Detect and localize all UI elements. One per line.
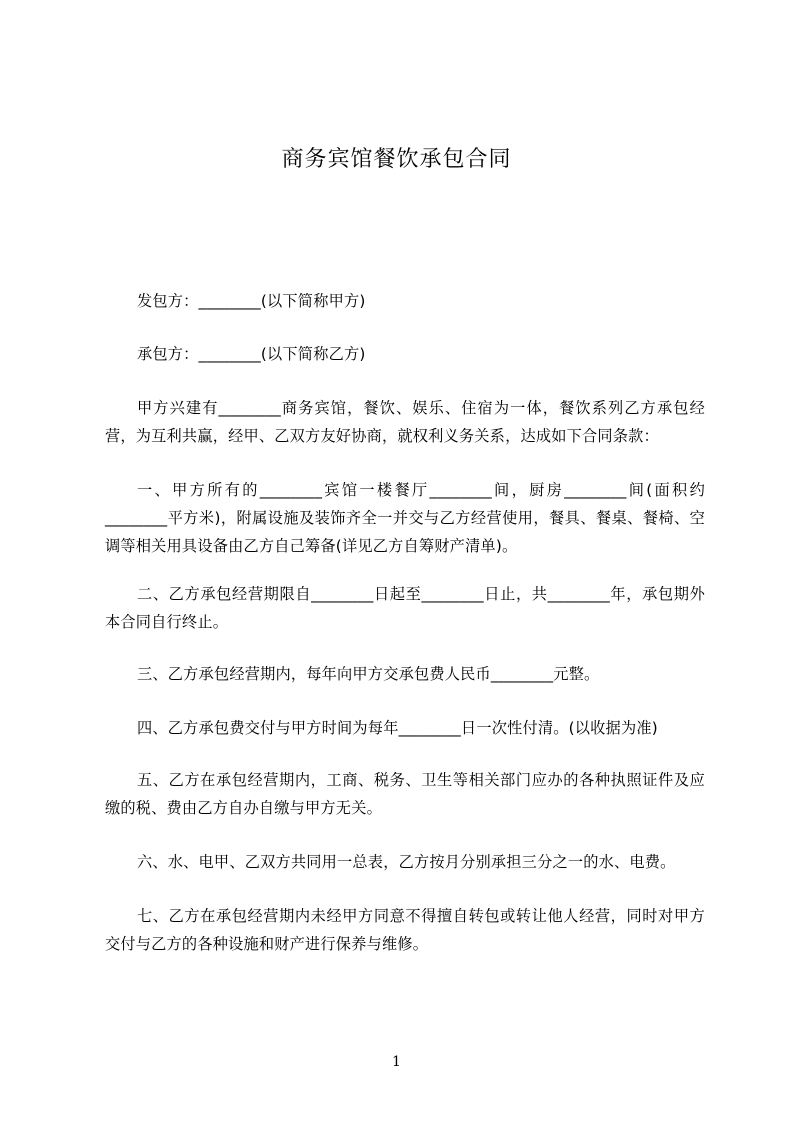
party-b-line: 承包方：________(以下简称乙方) [137, 345, 366, 363]
clause-3: 三、乙方承包经营期内，每年向甲方交承包费人民币________元整。 [137, 665, 600, 683]
clause-1: 一、甲方所有的________宾馆一楼餐厅________间，厨房________间(面积约________平方米)，附属设施及装饰齐全一并交与乙方经营使用，餐具、餐桌、餐椅、空调等相关用具设备由乙方自己筹备(详见乙方自筹财产清单)。 [105, 481, 705, 555]
party-a-line: 发包方：________(以下简称甲方) [137, 292, 366, 310]
clause-5: 五、乙方在承包经营期内，工商、税务、卫生等相关部门应办的各种执照证件及应缴的税、费由乙方自办自缴与甲方无关。 [105, 771, 705, 817]
clause-2: 二、乙方承包经营期限自________日起至________日止，共________年，承包期外本合同自行终止。 [105, 585, 705, 631]
clause-7: 七、乙方在承包经营期内未经甲方同意不得擅自转包或转让他人经营，同时对甲方交付与乙方的各种设施和财产进行保养与维修。 [105, 907, 705, 953]
clause-6: 六、水、电甲、乙双方共同用一总表，乙方按月分别承担三分之一的水、电费。 [137, 853, 676, 871]
page-title: 商务宾馆餐饮承包合同 [281, 147, 512, 172]
preamble-paragraph: 甲方兴建有________商务宾馆，餐饮、娱乐、住宿为一体，餐饮系列乙方承包经营，为互利共赢，经甲、乙双方友好协商，就权利义务关系，达成如下合同条款： [105, 399, 705, 445]
page-number: 1 [392, 1054, 401, 1070]
clause-4: 四、乙方承包费交付与甲方时间为每年________日一次性付清。(以收据为准) [137, 719, 658, 737]
